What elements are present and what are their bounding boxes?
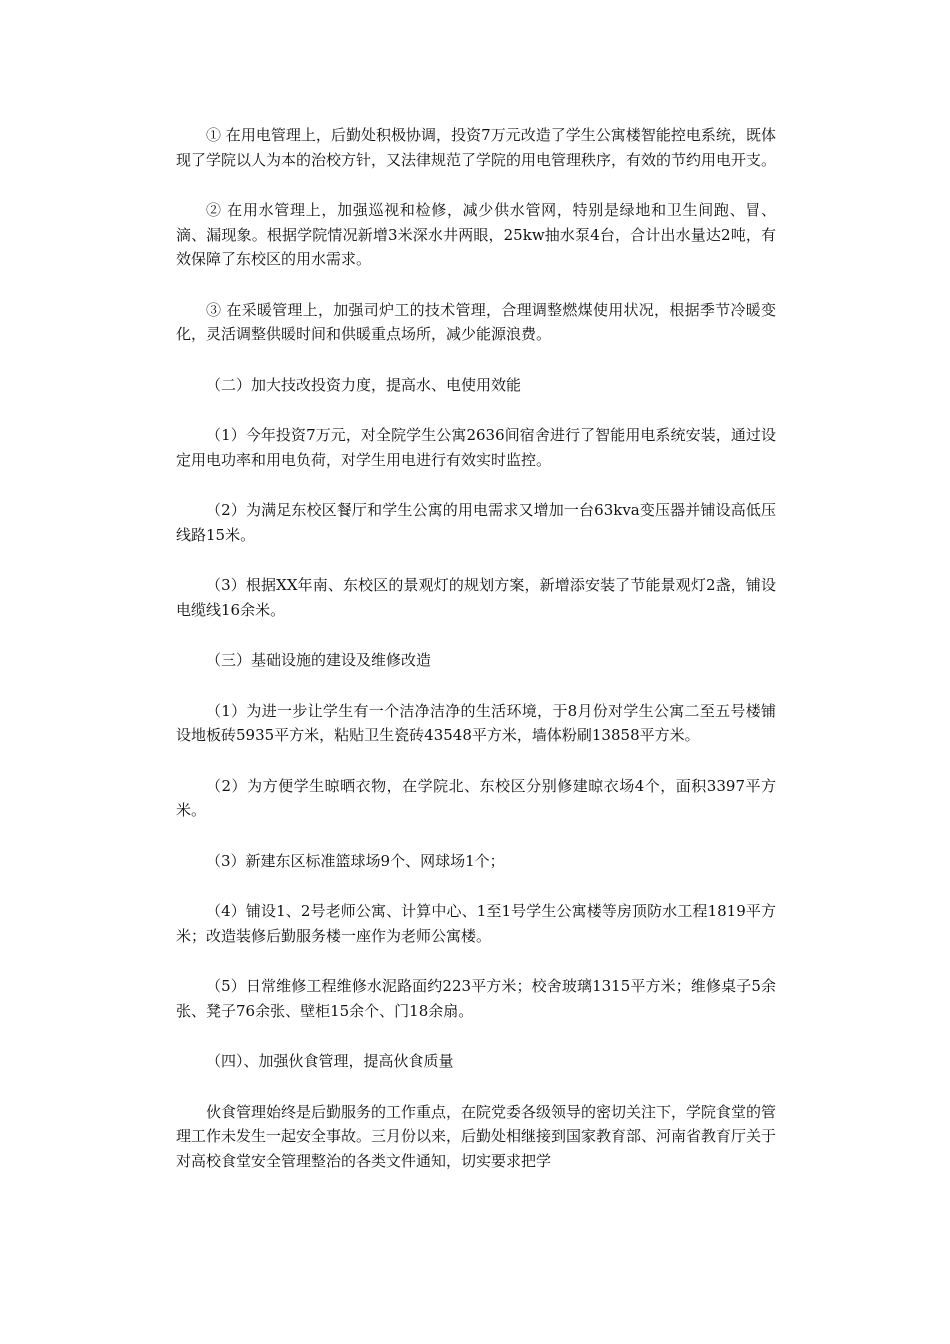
paragraph-3-2: （2）为方便学生晾晒衣物，在学院北、东校区分别修建晾衣场4个，面积3397平方米。 xyxy=(176,776,776,819)
paragraph-3-4: （4）铺设1、2号老师公寓、计算中心、1至1号学生公寓楼等房顶防水工程1819平方米；改造装修后勤服务楼一座作为老师公寓楼。 xyxy=(176,902,776,945)
paragraph-electricity: ① 在用电管理上，后勤处积极协调，投资7万元改造了学生公寓楼智能控电系统，既体现了学院以人为本的治校方针，又法律规范了学院的用电管理秩序，有效的节约用电开支。 xyxy=(176,126,777,169)
section-heading-2: （二）加大技改投资力度，提高水、电使用效能 xyxy=(206,375,522,394)
document-body xyxy=(176,123,776,1199)
paragraph-2-3: （3）根据XX年南、东校区的景观灯的规划方案，新增添安装了节能景观灯2盏，铺设电缆线16余米。 xyxy=(176,576,776,619)
paragraph-4-intro: 伙食管理始终是后勤服务的工作重点，在院党委各级领导的密切关注下，学院食堂的管理工作未发生一起安全事故。三月份以来，后勤处相继接到国家教育部、河南省教育厅关于对高校食堂安全管理整治的各类文件通知，切实要求把学 xyxy=(176,1102,777,1170)
paragraph-3-3: （3）新建东区标准篮球场9个、网球场1个； xyxy=(206,851,505,870)
paragraph-2-2: （2）为满足东校区餐厅和学生公寓的用电需求又增加一台63kva变压器并铺设高低压线路15米。 xyxy=(176,501,776,544)
paragraph-2-1: （1）今年投资7万元，对全院学生公寓2636间宿舍进行了智能用电系统安装，通过设定用电功率和用电负荷，对学生用电进行有效实时监控。 xyxy=(176,426,776,469)
paragraph-3-1: （1）为进一步让学生有一个洁净洁净的生活环境，于8月份对学生公寓二至五号楼铺设地板砖5935平方米，粘贴卫生瓷砖43548平方米，墙体粉刷13858平方米。 xyxy=(176,701,776,744)
section-heading-3: （三）基础设施的建设及维修改造 xyxy=(206,651,432,669)
paragraph-water: ② 在用水管理上，加强巡视和检修，减少供水管网，特别是绿地和卫生间跑、冒、滴、漏现象。根据学院情况新增3米深水井两眼，25kw抽水泵4台，合计出水量达2吨，有效保障了东校区的用水需求。 xyxy=(176,201,776,268)
paragraph-3-5: （5）日常维修工程维修水泥路面约223平方米；校舍玻璃1315平方米；维修桌子5余张、凳子76余张、壁柜15余个、门18余扇。 xyxy=(176,977,776,1020)
section-heading-4: （四）、加强伙食管理，提高伙食质量 xyxy=(206,1052,454,1070)
paragraph-heating: ③ 在采暖管理上，加强司炉工的技术管理，合理调整燃煤使用状况，根据季节冷暖变化，灵活调整供暖时间和供暖重点场所，减少能源浪费。 xyxy=(176,300,776,343)
